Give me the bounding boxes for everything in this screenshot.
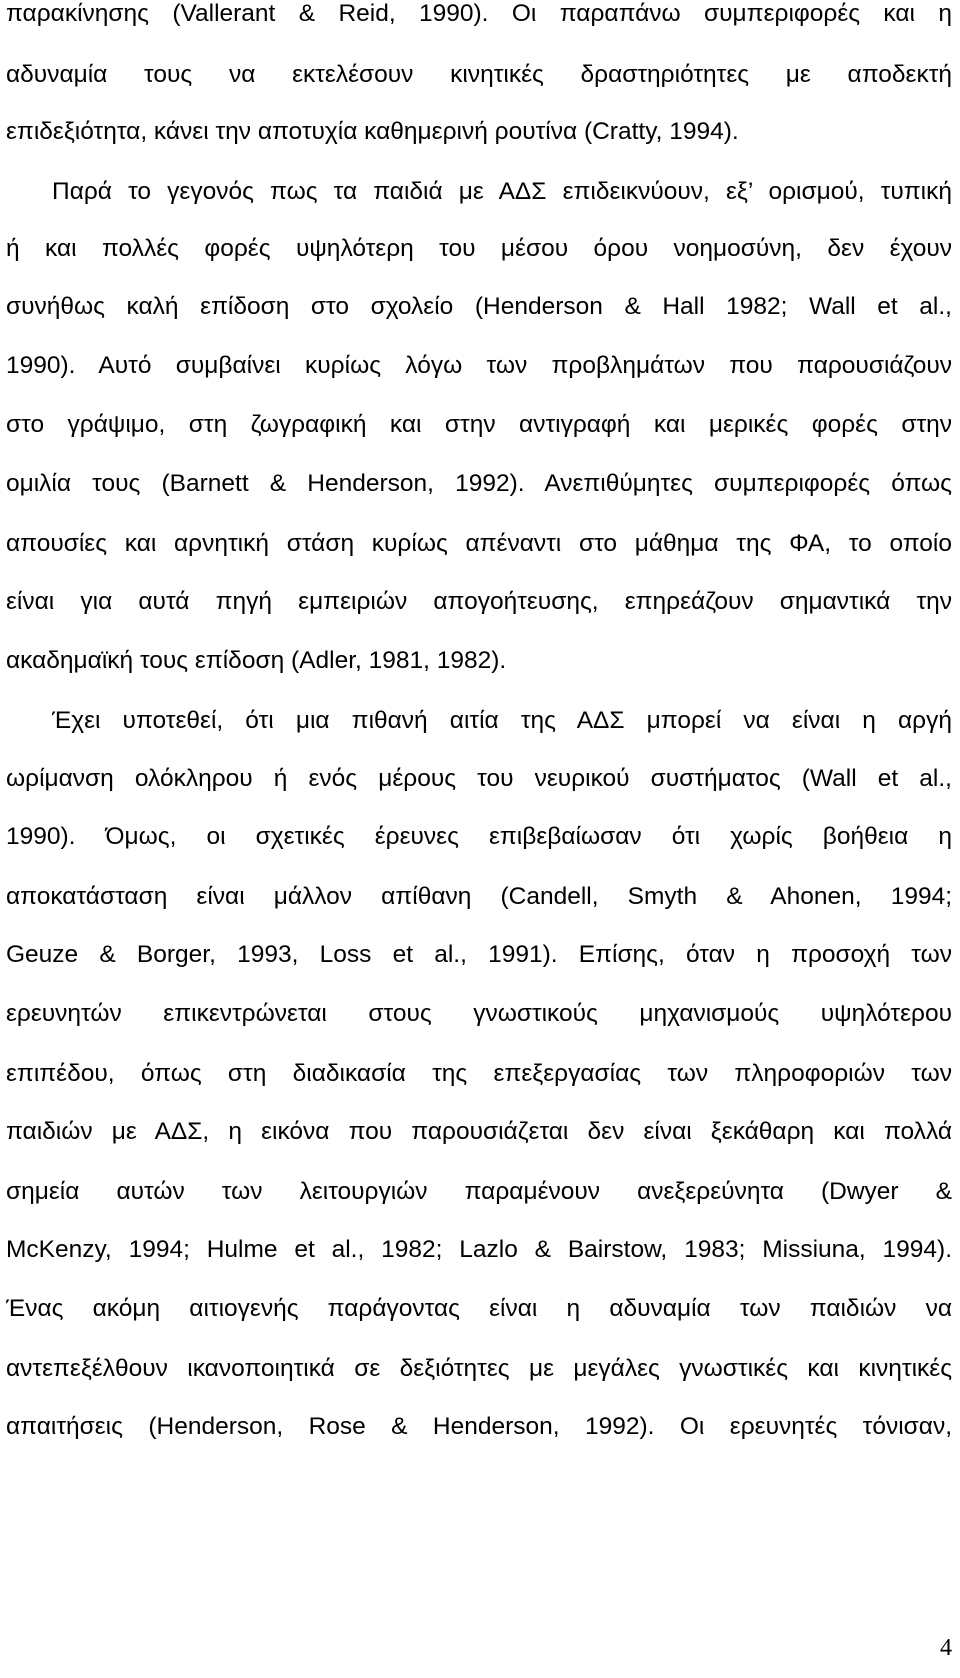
text-line: αδυναμία τους να εκτελέσουν κινητικές δραστηριότητες με αποδεκτή bbox=[6, 61, 952, 88]
text-line: Geuze & Borger, 1993, Loss et al., 1991). Επίσης, όταν η προσοχή των bbox=[6, 941, 952, 968]
text-line: αποκατάσταση είναι μάλλον απίθανη (Candell, Smyth & Ahonen, 1994; bbox=[6, 883, 952, 910]
text-line: απαιτήσεις (Henderson, Rose & Henderson, 1992). Οι ερευνητές τόνισαν, bbox=[6, 1413, 952, 1440]
text-line: Ένας ακόμη αιτιογενής παράγοντας είναι η αδυναμία των παιδιών να bbox=[6, 1295, 952, 1322]
page-number: 4 bbox=[940, 1635, 952, 1661]
text-line: παρακίνησης (Vallerant & Reid, 1990). Οι παραπάνω συμπεριφορές και η bbox=[6, 0, 952, 27]
text-line: ακαδημαϊκή τους επίδοση (Adler, 1981, 1982). bbox=[6, 647, 507, 674]
text-line: 1990). Όμως, οι σχετικές έρευνες επιβεβαίωσαν ότι χωρίς βοήθεια η bbox=[6, 823, 952, 850]
text-line: απουσίες και αρνητική στάση κυρίως απέναντι στο μάθημα της ΦΑ, το οποίο bbox=[6, 530, 952, 557]
text-line: 1990). Αυτό συμβαίνει κυρίως λόγω των προβλημάτων που παρουσιάζουν bbox=[6, 352, 952, 379]
text-line: σημεία αυτών των λειτουργιών παραμένουν ανεξερεύνητα (Dwyer & bbox=[6, 1178, 952, 1205]
text-line: επιδεξιότητα, κάνει την αποτυχία καθημερινή ρουτίνα (Cratty, 1994). bbox=[6, 118, 739, 145]
text-line: επιπέδου, όπως στη διαδικασία της επεξεργασίας των πληροφοριών των bbox=[6, 1060, 952, 1087]
text-line: παιδιών με ΑΔΣ, η εικόνα που παρουσιάζεται δεν είναι ξεκάθαρη και πολλά bbox=[6, 1118, 952, 1145]
text-line: στο γράψιμο, στη ζωγραφική και στην αντιγραφή και μερικές φορές στην bbox=[6, 411, 952, 438]
paragraph-first-line: Έχει υποτεθεί, ότι μια πιθανή αιτία της ΑΔΣ μπορεί να είναι η αργή bbox=[52, 707, 952, 734]
text-line: ωρίμανση ολόκληρου ή ενός μέρους του νευρικού συστήματος (Wall et al., bbox=[6, 765, 952, 792]
text-line: συνήθως καλή επίδοση στο σχολείο (Henderson & Hall 1982; Wall et al., bbox=[6, 293, 952, 320]
text-line: ερευνητών επικεντρώνεται στους γνωστικούς μηχανισμούς υψηλότερου bbox=[6, 1000, 952, 1027]
text-line: ή και πολλές φορές υψηλότερη του μέσου όρου νοημοσύνη, δεν έχουν bbox=[6, 235, 952, 262]
text-line: αντεπεξέλθουν ικανοποιητικά σε δεξιότητες με μεγάλες γνωστικές και κινητικές bbox=[6, 1355, 952, 1382]
text-line: είναι για αυτά πηγή εμπειριών απογοήτευσης, επηρεάζουν σημαντικά την bbox=[6, 588, 952, 615]
text-line: ομιλία τους (Barnett & Henderson, 1992). Ανεπιθύμητες συμπεριφορές όπως bbox=[6, 470, 952, 497]
paragraph-first-line: Παρά το γεγονός πως τα παιδιά με ΑΔΣ επιδεικνύουν, εξ’ ορισμού, τυπική bbox=[52, 178, 952, 205]
text-line: McKenzy, 1994; Hulme et al., 1982; Lazlo & Bairstow, 1983; Missiuna, 1994). bbox=[6, 1236, 952, 1263]
